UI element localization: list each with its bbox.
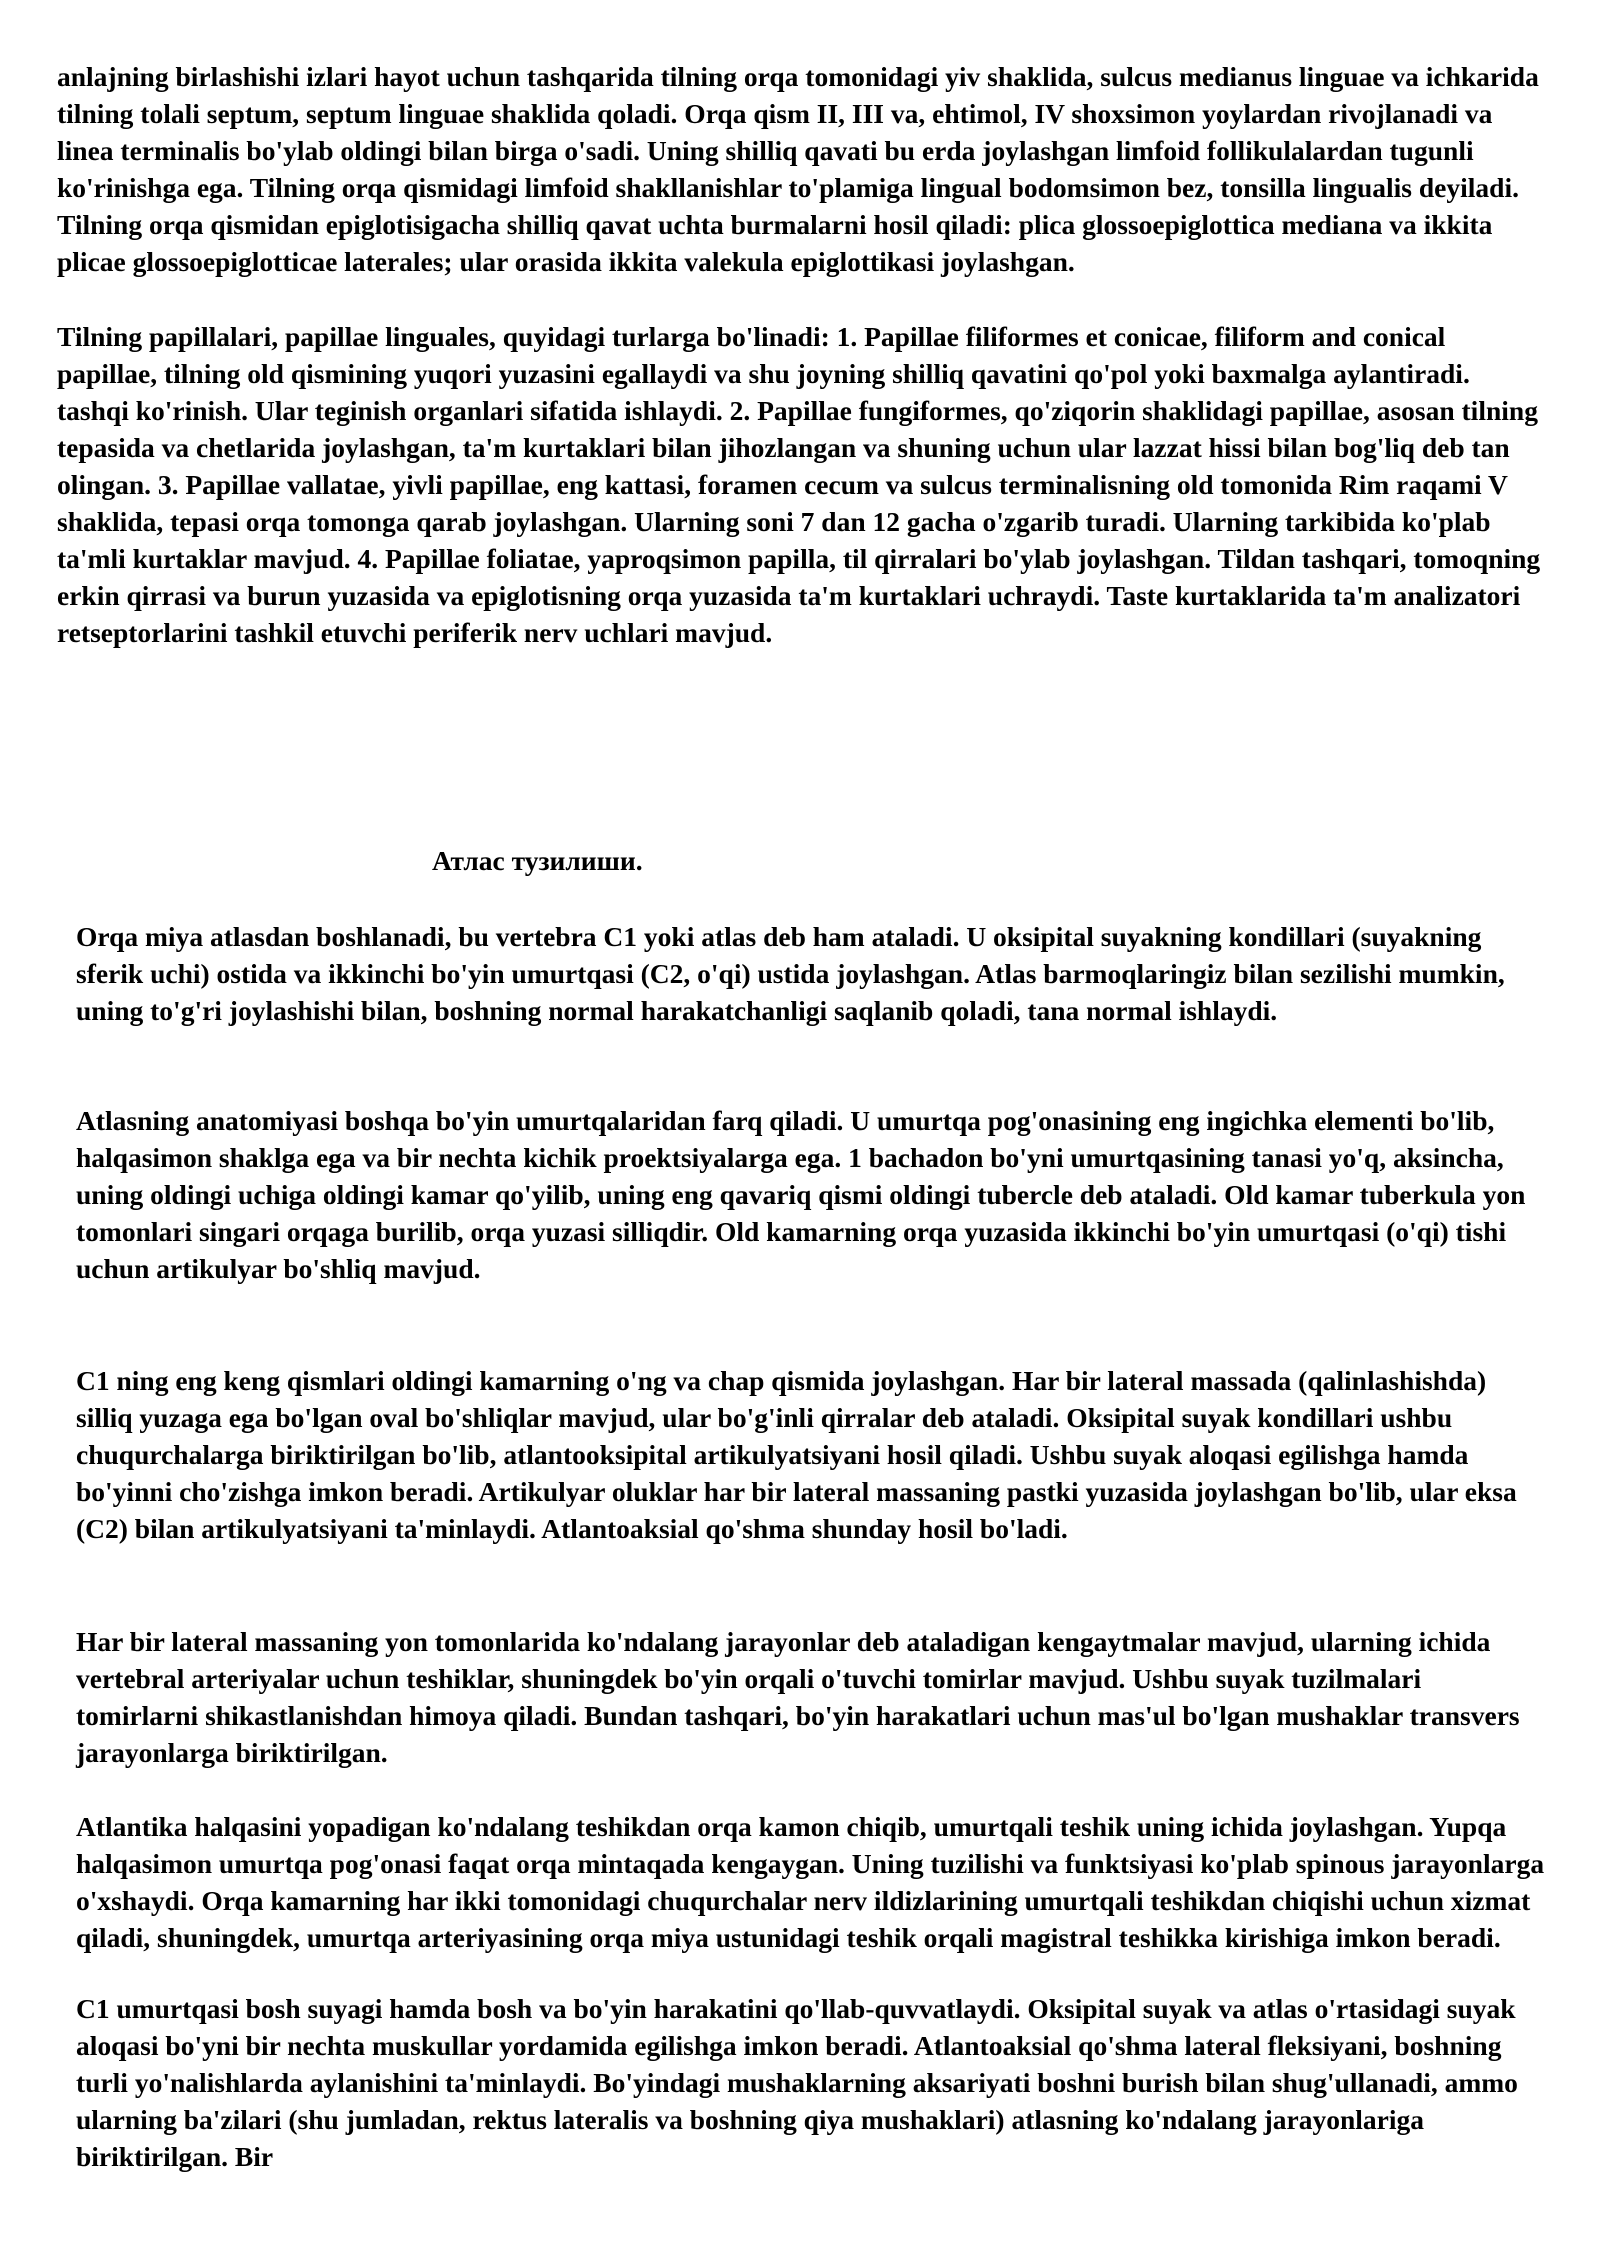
paragraph-atlas-anatomy: Atlasning anatomiyasi boshqa bo'yin umurtqalaridan farq qiladi. U umurtqa pog'onasining eng ingichka elementi bo'lib, halqasimon shaklga ega va bir nechta kichik proektsiyalarga ega. 1 bachadon bo'yni umurtqasining tanasi yo'q, aksincha, uning oldingi uchiga oldingi kamar qo'yilib, uning eng qavariq qismi oldingi tubercle deb ataladi. Old kamar tuberkula yon tomonlari singari orqaga burilib, orqa yuzasi silliqdir. Old kamarning orqa yuzasida ikkinchi bo'yin umurtqasi (o'qi) tishi uchun artikulyar bo'shliq mavjud. [76,1105,1526,1284]
paragraph-tongue-papillae: Tilning papillalari, papillae linguales, quyidagi turlarga bo'linadi: 1. Papillae filiformes et conicae, filiform and conical papillae, tilning old qismining yuqori yuzasini egallaydi va shu joyning shilliq qavatini qo'pol yoki baxmalga aylantiradi. tashqi ko'rinish. Ular teginish organlari sifatida ishlaydi. 2. Papillae fungiformes, qo'ziqorin shaklidagi papillae, asosan tilning tepasida va chetlarida joylashgan, ta'm kurtaklari bilan jihozlangan va shuning uchun ular lazzat hissi bilan bog'liq deb tan olingan. 3. Papillae vallatae, yivli papillae, eng kattasi, foramen cecum va sulcus terminalisning old tomonida Rim raqami V shaklida, tepasi orqa tomonga qarab joylashgan. Ularning soni 7 dan 12 gacha o'zgarib turadi. Ularning tarkibida ko'plab ta'mli kurtaklar mavjud. 4. Papillae foliatae, yaproqsimon papilla, til qirralari bo'ylab joylashgan. Tildan tashqari, tomoqning erkin qirrasi va burun yuzasida va epiglotisning orqa yuzasida ta'm kurtaklari uchraydi. Taste kurtaklarida ta'm analizatori retseptorlarini tashkil etuvchi periferik nerv uchlari mavjud. [57,321,1541,648]
section-heading: Атлас тузилиши. [432,845,643,876]
paragraph-atlas-posterior-arch: Atlantika halqasini yopadigan ko'ndalang teshikdan orqa kamon chiqib, umurtqali teshik uning ichida joylashgan. Yupqa halqasimon umurtqa pog'onasi faqat orqa mintaqada kengaygan. Uning tuzilishi va funktsiyasi ko'plab spinous jarayonlarga o'xshaydi. Orqa kamarning har ikki tomonidagi chuqurchalar nerv ildizlarining umurtqali teshikdan chiqishi uchun xizmat qiladi, shuningdek, umurtqa arteriyasining orqa miya ustunidagi teshik orqali magistral teshikka kirishiga imkon beradi. [76,1811,1545,1953]
paragraph-atlas-intro: Orqa miya atlasdan boshlanadi, bu vertebra C1 yoki atlas deb ham ataladi. U oksipital suyakning kondillari (suyakning sferik uchi) ostida va ikkinchi bo'yin umurtqasi (C2, o'qi) ustida joylashgan. Atlas barmoqlaringiz bilan sezilishi mumkin, uning to'g'ri joylashishi bilan, boshning normal harakatchanligi saqlanib qoladi, tana normal ishlaydi. [76,921,1505,1026]
paragraph-tongue-development: anlajning birlashishi izlari hayot uchun tashqarida tilning orqa tomonidagi yiv shaklida, sulcus medianus linguae va ichkarida tilning tolali septum, septum linguae shaklida qoladi. Orqa qism II, III va, ehtimol, IV shoxsimon yoylardan rivojlanadi va linea terminalis bo'ylab oldingi bilan birga o'sadi. Uning shilliq qavati bu erda joylashgan limfoid follikulalardan tugunli ko'rinishga ega. Tilning orqa qismidagi limfoid shakllanishlar to'plamiga lingual bodomsimon bez, tonsilla lingualis deyiladi. Tilning orqa qismidan epiglotisigacha shilliq qavat uchta burmalarni hosil qiladi: plica glossoepiglottica mediana va ikkita plicae glossoepiglotticae laterales; ular orasida ikkita valekula epiglottikasi joylashgan. [57,61,1539,277]
paragraph-atlas-transverse-processes: Har bir lateral massaning yon tomonlarida ko'ndalang jarayonlar deb ataladigan kengaytmalar mavjud, ularning ichida vertebral arteriyalar uchun teshiklar, shuningdek bo'yin orqali o'tuvchi tomirlar mavjud. Ushbu suyak tuzilmalari tomirlarni shikastlanishdan himoya qiladi. Bundan tashqari, bo'yin harakatlari uchun mas'ul bo'lgan mushaklar transvers jarayonlarga biriktirilgan. [76,1626,1520,1768]
paragraph-atlas-function: C1 umurtqasi bosh suyagi hamda bosh va bo'yin harakatini qo'llab-quvvatlaydi. Oksipital suyak va atlas o'rtasidagi suyak aloqasi bo'yni bir nechta muskullar yordamida egilishga imkon beradi. Atlantoaksial qo'shma lateral fleksiyani, boshning turli yo'nalishlarda aylanishini ta'minlaydi. Bo'yindagi mushaklarning aksariyati boshni burish bilan shug'ullanadi, ammo ularning ba'zilari (shu jumladan, rektus lateralis va boshning qiya mushaklari) atlasning ko'ndalang jarayonlariga biriktirilgan. Bir [76,1993,1518,2172]
paragraph-atlas-lateral-masses: C1 ning eng keng qismlari oldingi kamarning o'ng va chap qismida joylashgan. Har bir lateral massada (qalinlashishda) silliq yuzaga ega bo'lgan oval bo'shliqlar mavjud, ular bo'g'inli qirralar deb ataladi. Oksipital suyak kondillari ushbu chuqurchalarga biriktirilgan bo'lib, atlantooksipital artikulyatsiyani hosil qiladi. Ushbu suyak aloqasi egilishga hamda bo'yinni cho'zishga imkon beradi. Artikulyar oluklar har bir lateral massaning pastki yuzasida joylashgan bo'lib, ular eksa (C2) bilan artikulyatsiyani ta'minlaydi. Atlantoaksial qo'shma shunday hosil bo'ladi. [76,1365,1517,1544]
